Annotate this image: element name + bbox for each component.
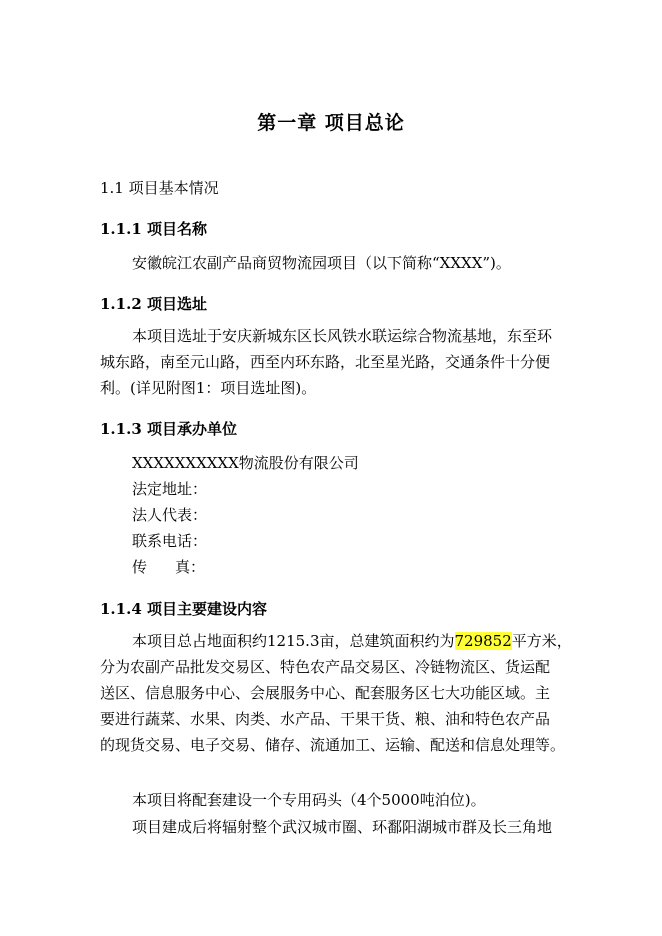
fax-label-char-2: 真： — [175, 558, 206, 576]
construction-paragraph — [100, 628, 580, 758]
construction-line-5: 的现货交易、电子交易、储存、流通加工、运输、配送和信息处理等。 — [100, 736, 566, 754]
subsection-heading-1-1-2: 1.1.2 项目选址 — [100, 295, 207, 313]
site-line-2: 城东路，南至元山路，西至内环东路，北至星光路，交通条件十分便 — [100, 353, 551, 371]
radiation-paragraph: 项目建成后将辐射整个武汉城市圈、环鄱阳湖城市群及长三角地 — [132, 818, 553, 836]
subsection-heading-1-1-1: 1.1.1 项目名称 — [100, 220, 207, 238]
section-heading-1-1: 1.1 项目基本情况 — [100, 179, 219, 197]
sponsor-info — [100, 450, 612, 580]
wharf-paragraph: 本项目将配套建设一个专用码头（4个5000吨泊位)。 — [132, 791, 486, 809]
site-line-3: 利。(详见附图1：项目选址图)。 — [100, 379, 317, 397]
project-name-text: 安徽皖江农副产品商贸物流园项目（以下简称“XXXX”)。 — [132, 254, 511, 272]
legal-rep-label: 法人代表： — [132, 506, 208, 524]
site-paragraph — [100, 323, 580, 401]
construction-line-3: 送区、信息服务中心、会展服务中心、配套服务区七大功能区域。主 — [100, 684, 551, 702]
area-unit-text: 平方米， — [511, 632, 572, 650]
construction-line-2: 分为农副产品批发交易区、特色农产品交易区、冷链物流区、货运配 — [100, 658, 551, 676]
construction-line-4: 要进行蔬菜、水果、肉类、水产品、干果干货、粮、油和特色农产品 — [100, 710, 551, 728]
chapter-title: 第一章 项目总论 — [257, 112, 405, 134]
construction-line-1 — [100, 628, 580, 654]
site-line-1: 本项目选址于安庆新城东区长风铁水联运综合物流基地，东至环 — [132, 327, 553, 345]
subsection-heading-1-1-4: 1.1.4 项目主要建设内容 — [100, 600, 267, 618]
area-text: 本项目总占地面积约1215.3亩，总建筑面积约为 — [132, 632, 455, 650]
company-name: XXXXXXXXXX物流股份有限公司 — [132, 454, 359, 472]
fax-label — [132, 554, 612, 580]
highlighted-area-value: 729852 — [454, 632, 512, 650]
subsection-heading-1-1-3: 1.1.3 项目承办单位 — [100, 420, 237, 438]
address-label: 法定地址： — [132, 480, 208, 498]
fax-label-char-1: 传 — [132, 558, 148, 576]
phone-label: 联系电话： — [132, 532, 208, 550]
